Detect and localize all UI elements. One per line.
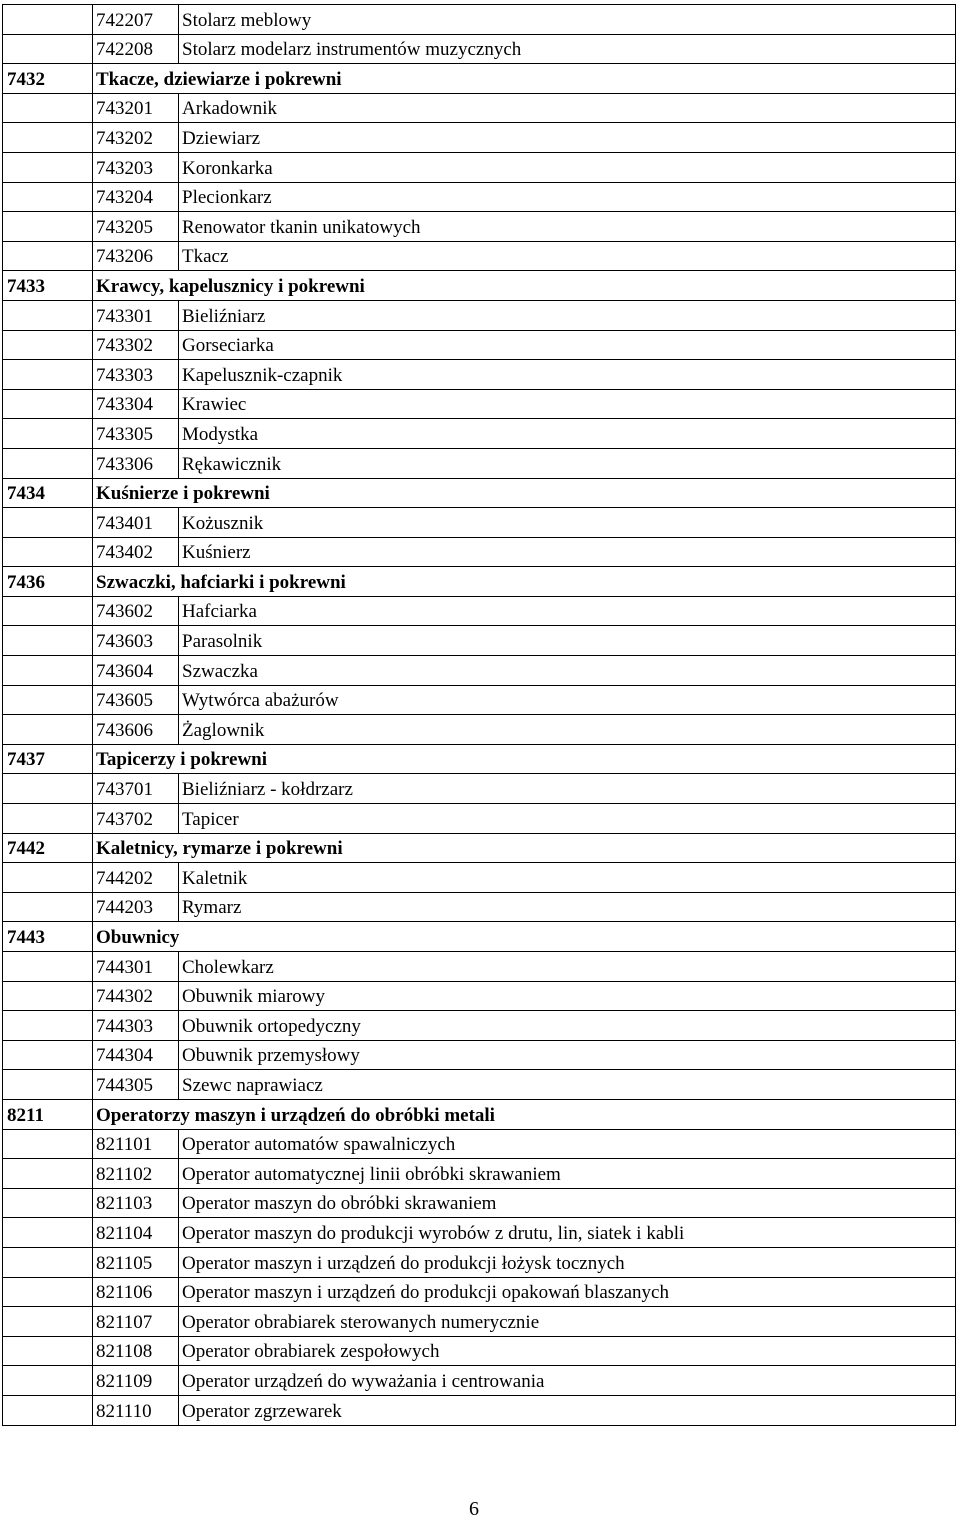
item-code-cell (93, 1336, 179, 1366)
item-row (3, 448, 956, 478)
item-code-cell (93, 330, 179, 360)
item-row (3, 1395, 956, 1425)
item-name-cell (179, 212, 956, 242)
item-code: 744301 (96, 956, 153, 978)
item-name: Obuwnik ortopedyczny (182, 1015, 361, 1037)
item-name: Operator obrabiarek zespołowych (182, 1341, 440, 1363)
item-name-cell (179, 5, 956, 35)
item-name: Operator maszyn i urządzeń do produkcji opakowań blaszanych (182, 1282, 669, 1304)
item-name: Arkadownik (182, 98, 277, 120)
empty-group-cell (3, 212, 93, 242)
group-name: Operatorzy maszyn i urządzeń do obróbki metali (96, 1104, 495, 1126)
group-code-cell (3, 1099, 93, 1129)
item-code: 743605 (96, 690, 153, 712)
item-code-cell (93, 389, 179, 419)
occupation-codes-table (2, 4, 956, 1426)
item-code: 743302 (96, 335, 153, 357)
item-name: Renowator tkanin unikatowych (182, 216, 421, 238)
item-row (3, 123, 956, 153)
item-row (3, 212, 956, 242)
group-code: 8211 (7, 1104, 44, 1126)
item-row (3, 1218, 956, 1248)
item-code: 743701 (96, 779, 153, 801)
item-code-cell (93, 715, 179, 745)
item-name: Plecionkarz (182, 187, 272, 209)
item-name-cell (179, 715, 956, 745)
item-name: Kuśnierz (182, 542, 251, 564)
item-code: 744202 (96, 867, 153, 889)
item-name-cell (179, 981, 956, 1011)
item-name-cell (179, 1011, 956, 1041)
group-name: Krawcy, kapelusznicy i pokrewni (96, 275, 365, 297)
item-name: Szewc naprawiacz (182, 1074, 323, 1096)
item-row (3, 1307, 956, 1337)
empty-group-cell (3, 360, 93, 390)
item-code-cell (93, 1218, 179, 1248)
group-row (3, 922, 956, 952)
empty-group-cell (3, 804, 93, 834)
group-name: Obuwnicy (96, 927, 180, 948)
item-code-cell (93, 1188, 179, 1218)
item-code-cell (93, 182, 179, 212)
item-code-cell (93, 360, 179, 390)
item-name-cell (179, 1366, 956, 1396)
group-code-cell (3, 744, 93, 774)
item-name-cell (179, 1188, 956, 1218)
item-code: 821101 (96, 1134, 153, 1156)
item-name-cell (179, 241, 956, 271)
group-row (3, 64, 956, 94)
item-row (3, 596, 956, 626)
item-name-cell (179, 1070, 956, 1100)
empty-group-cell (3, 892, 93, 922)
item-name-cell (179, 952, 956, 982)
item-code-cell (93, 626, 179, 656)
item-row (3, 182, 956, 212)
item-code-cell (93, 1070, 179, 1100)
item-row (3, 1277, 956, 1307)
item-row (3, 419, 956, 449)
item-name-cell (179, 685, 956, 715)
empty-group-cell (3, 715, 93, 745)
item-row (3, 241, 956, 271)
item-code: 821110 (96, 1400, 152, 1422)
item-code: 743305 (96, 423, 153, 445)
item-row (3, 1188, 956, 1218)
item-code: 743604 (96, 660, 153, 682)
empty-group-cell (3, 952, 93, 982)
item-code: 743304 (96, 394, 153, 416)
item-row (3, 389, 956, 419)
item-name-cell (179, 389, 956, 419)
item-row (3, 152, 956, 182)
group-name-cell (93, 744, 956, 774)
item-code: 821104 (96, 1222, 153, 1244)
item-code: 744304 (96, 1045, 153, 1067)
item-code: 743206 (96, 246, 153, 268)
group-code: 7442 (7, 838, 45, 860)
empty-group-cell (3, 389, 93, 419)
item-code: 821107 (96, 1311, 153, 1333)
item-code: 743606 (96, 719, 153, 741)
group-code: 7437 (7, 749, 45, 771)
item-name: Obuwnik miarowy (182, 986, 326, 1008)
group-name: Tkacze, dziewiarze i pokrewni (96, 68, 342, 90)
item-code: 744303 (96, 1015, 153, 1037)
empty-group-cell (3, 34, 93, 64)
item-name-cell (179, 448, 956, 478)
group-name-cell (93, 922, 956, 952)
group-code: 7432 (7, 68, 45, 90)
item-name-cell (179, 182, 956, 212)
group-code-cell (3, 478, 93, 508)
item-name: Bieliźniarz (182, 305, 266, 327)
empty-group-cell (3, 508, 93, 538)
group-row (3, 833, 956, 863)
item-name-cell (179, 656, 956, 686)
item-row (3, 537, 956, 567)
item-code: 742207 (96, 9, 153, 31)
empty-group-cell (3, 448, 93, 478)
group-code: 7436 (7, 571, 45, 593)
item-code-cell (93, 685, 179, 715)
item-row (3, 952, 956, 982)
item-name: Kapelusznik-czapnik (182, 364, 343, 386)
item-code-cell (93, 1159, 179, 1189)
empty-group-cell (3, 330, 93, 360)
item-row (3, 1129, 956, 1159)
item-code: 821109 (96, 1370, 153, 1392)
group-name: Tapicerzy i pokrewni (96, 749, 268, 771)
item-code-cell (93, 981, 179, 1011)
item-name: Modystka (182, 423, 258, 445)
empty-group-cell (3, 5, 93, 35)
item-code-cell (93, 93, 179, 123)
item-code-cell (93, 1277, 179, 1307)
item-name: Operator zgrzewarek (182, 1400, 342, 1422)
item-code-cell (93, 1129, 179, 1159)
item-name: Koronkarka (182, 157, 273, 179)
group-code-cell (3, 833, 93, 863)
item-code: 743204 (96, 187, 153, 209)
item-code: 743402 (96, 542, 153, 564)
item-row (3, 1040, 956, 1070)
item-code-cell (93, 300, 179, 330)
item-name: Stolarz meblowy (182, 9, 312, 31)
empty-group-cell (3, 300, 93, 330)
item-name: Operator maszyn do produkcji wyrobów z drutu, lin, siatek i kabli (182, 1222, 685, 1244)
item-name: Operator urządzeń do wyważania i centrowania (182, 1370, 545, 1392)
group-row (3, 271, 956, 301)
item-name-cell (179, 508, 956, 538)
item-name-cell (179, 1307, 956, 1337)
item-code-cell (93, 774, 179, 804)
empty-group-cell (3, 1218, 93, 1248)
item-name: Dziewiarz (182, 127, 261, 149)
group-code: 7433 (7, 275, 45, 297)
item-name: Rymarz (182, 897, 242, 919)
item-code: 743201 (96, 98, 153, 120)
group-name: Szwaczki, hafciarki i pokrewni (96, 571, 346, 593)
item-name: Kaletnik (182, 867, 248, 889)
item-code-cell (93, 596, 179, 626)
item-name-cell (179, 123, 956, 153)
item-code-cell (93, 656, 179, 686)
item-name: Tkacz (182, 246, 229, 268)
group-name-cell (93, 833, 956, 863)
item-code: 743301 (96, 305, 153, 327)
item-name: Operator automatów spawalniczych (182, 1134, 456, 1156)
item-code: 743702 (96, 808, 153, 830)
item-name: Hafciarka (182, 601, 257, 623)
item-row (3, 892, 956, 922)
group-code-cell (3, 64, 93, 94)
item-code-cell (93, 1395, 179, 1425)
empty-group-cell (3, 1307, 93, 1337)
item-code: 742208 (96, 39, 153, 61)
item-code: 743401 (96, 512, 153, 534)
item-name-cell (179, 892, 956, 922)
item-name-cell (179, 1040, 956, 1070)
item-code: 744305 (96, 1074, 153, 1096)
group-name-cell (93, 271, 956, 301)
item-name-cell (179, 1336, 956, 1366)
item-name-cell (179, 360, 956, 390)
empty-group-cell (3, 1129, 93, 1159)
item-row (3, 863, 956, 893)
group-row (3, 478, 956, 508)
item-code-cell (93, 1040, 179, 1070)
group-name: Kaletnicy, rymarze i pokrewni (96, 838, 343, 860)
item-name-cell (179, 1395, 956, 1425)
item-row (3, 626, 956, 656)
item-row (3, 1336, 956, 1366)
item-row (3, 330, 956, 360)
empty-group-cell (3, 1159, 93, 1189)
item-name-cell (179, 804, 956, 834)
item-code: 821105 (96, 1252, 153, 1274)
item-code-cell (93, 1011, 179, 1041)
item-code-cell (93, 952, 179, 982)
item-code: 821108 (96, 1341, 153, 1363)
empty-group-cell (3, 123, 93, 153)
group-name-cell (93, 64, 956, 94)
item-row (3, 1011, 956, 1041)
item-code: 743306 (96, 453, 153, 475)
item-name-cell (179, 774, 956, 804)
group-name-cell (93, 1099, 956, 1129)
empty-group-cell (3, 1247, 93, 1277)
empty-group-cell (3, 1395, 93, 1425)
group-code: 7443 (7, 927, 45, 948)
item-code: 743203 (96, 157, 153, 179)
item-code-cell (93, 448, 179, 478)
item-name-cell (179, 152, 956, 182)
item-code: 744203 (96, 897, 153, 919)
empty-group-cell (3, 656, 93, 686)
item-row (3, 1159, 956, 1189)
item-name: Rękawicznik (182, 453, 282, 475)
group-code-cell (3, 271, 93, 301)
item-row (3, 715, 956, 745)
item-code-cell (93, 152, 179, 182)
empty-group-cell (3, 241, 93, 271)
item-row (3, 93, 956, 123)
item-name: Gorseciarka (182, 335, 274, 357)
empty-group-cell (3, 685, 93, 715)
empty-group-cell (3, 1070, 93, 1100)
item-name-cell (179, 93, 956, 123)
group-name-cell (93, 478, 956, 508)
item-name: Parasolnik (182, 631, 263, 653)
empty-group-cell (3, 1366, 93, 1396)
item-code-cell (93, 241, 179, 271)
item-row (3, 981, 956, 1011)
item-name: Szwaczka (182, 660, 258, 682)
item-name: Obuwnik przemysłowy (182, 1045, 360, 1067)
empty-group-cell (3, 1336, 93, 1366)
item-code-cell (93, 1247, 179, 1277)
group-row (3, 744, 956, 774)
item-name: Krawiec (182, 394, 247, 416)
item-row (3, 1366, 956, 1396)
empty-group-cell (3, 1188, 93, 1218)
empty-group-cell (3, 537, 93, 567)
empty-group-cell (3, 596, 93, 626)
empty-group-cell (3, 1011, 93, 1041)
item-code: 821103 (96, 1193, 153, 1215)
item-name: Wytwórca abażurów (182, 690, 339, 712)
item-name-cell (179, 626, 956, 656)
item-code-cell (93, 804, 179, 834)
item-row (3, 360, 956, 390)
empty-group-cell (3, 626, 93, 656)
group-name-cell (93, 567, 956, 597)
empty-group-cell (3, 1040, 93, 1070)
item-code-cell (93, 5, 179, 35)
item-name: Operator obrabiarek sterowanych numerycznie (182, 1311, 540, 1333)
item-name-cell (179, 34, 956, 64)
group-row (3, 1099, 956, 1129)
item-name-cell (179, 330, 956, 360)
group-code-cell (3, 922, 93, 952)
empty-group-cell (3, 981, 93, 1011)
page-number: 6 (469, 1498, 479, 1520)
group-name: Kuśnierze i pokrewni (96, 483, 270, 505)
item-row (3, 685, 956, 715)
item-row (3, 34, 956, 64)
item-name-cell (179, 1247, 956, 1277)
item-name-cell (179, 863, 956, 893)
item-name-cell (179, 300, 956, 330)
empty-group-cell (3, 182, 93, 212)
item-row (3, 1070, 956, 1100)
item-code-cell (93, 123, 179, 153)
item-row (3, 300, 956, 330)
item-name: Cholewkarz (182, 956, 274, 978)
empty-group-cell (3, 774, 93, 804)
empty-group-cell (3, 1277, 93, 1307)
item-name: Kożusznik (182, 512, 264, 534)
item-code-cell (93, 863, 179, 893)
item-name-cell (179, 1159, 956, 1189)
item-code-cell (93, 1307, 179, 1337)
item-name: Bieliźniarz - kołdrzarz (182, 779, 353, 801)
item-code-cell (93, 419, 179, 449)
item-code-cell (93, 537, 179, 567)
item-code-cell (93, 508, 179, 538)
item-code: 744302 (96, 986, 153, 1008)
item-name: Tapicer (182, 808, 239, 830)
item-code: 743205 (96, 216, 153, 238)
empty-group-cell (3, 93, 93, 123)
item-row (3, 1247, 956, 1277)
item-code: 743603 (96, 631, 153, 653)
item-code-cell (93, 212, 179, 242)
empty-group-cell (3, 863, 93, 893)
item-code: 743602 (96, 601, 153, 623)
item-code: 821106 (96, 1282, 153, 1304)
item-code-cell (93, 892, 179, 922)
item-row (3, 508, 956, 538)
item-name: Operator automatycznej linii obróbki skrawaniem (182, 1163, 561, 1185)
item-row (3, 656, 956, 686)
item-name-cell (179, 1218, 956, 1248)
item-name: Operator maszyn do obróbki skrawaniem (182, 1193, 497, 1215)
item-code-cell (93, 1366, 179, 1396)
item-name-cell (179, 1129, 956, 1159)
occupation-codes-body (3, 5, 956, 1426)
item-name: Stolarz modelarz instrumentów muzycznych (182, 39, 522, 61)
item-code: 821102 (96, 1163, 153, 1185)
item-code-cell (93, 34, 179, 64)
group-row (3, 567, 956, 597)
empty-group-cell (3, 419, 93, 449)
group-code-cell (3, 567, 93, 597)
item-name: Operator maszyn i urządzeń do produkcji łożysk tocznych (182, 1252, 625, 1274)
item-name-cell (179, 537, 956, 567)
item-name-cell (179, 419, 956, 449)
item-name: Żaglownik (182, 719, 265, 741)
item-code: 743202 (96, 127, 153, 149)
item-row (3, 5, 956, 35)
item-name-cell (179, 596, 956, 626)
empty-group-cell (3, 152, 93, 182)
group-code: 7434 (7, 483, 45, 505)
item-name-cell (179, 1277, 956, 1307)
item-code: 743303 (96, 364, 153, 386)
item-row (3, 804, 956, 834)
item-row (3, 774, 956, 804)
